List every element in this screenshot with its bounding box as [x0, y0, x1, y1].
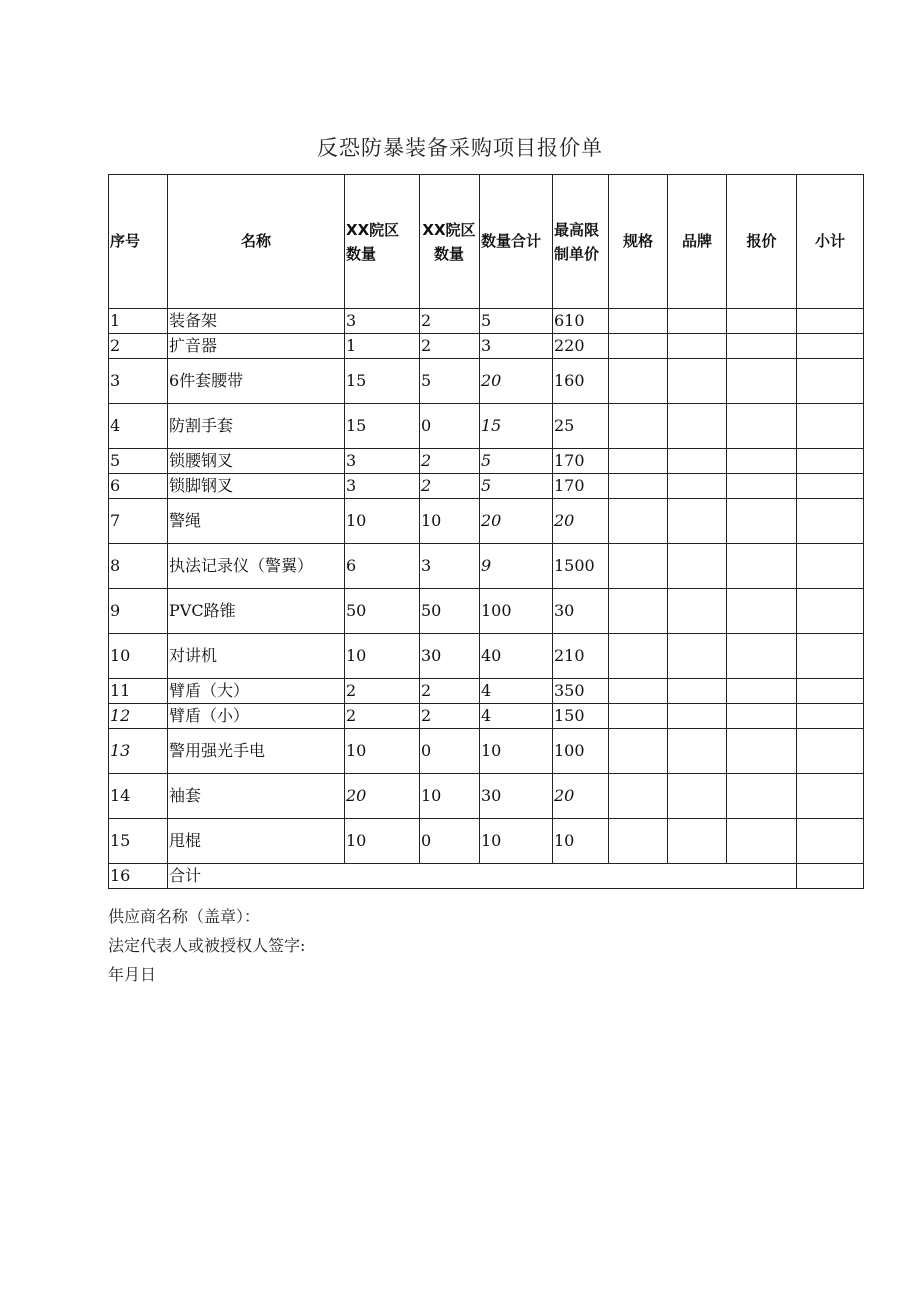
cell-brand-input[interactable]: [668, 359, 727, 404]
cell-price: 30: [553, 589, 609, 634]
cell-quote-input[interactable]: [727, 404, 797, 449]
header-qty-a: [345, 175, 420, 309]
cell-name: 锁腰钢叉: [168, 449, 345, 474]
header-max-price-text: 最高限制单价: [554, 220, 600, 263]
cell-total: 9: [480, 544, 553, 589]
header-brand: 品牌: [668, 175, 727, 309]
cell-subtotal-input[interactable]: [797, 729, 864, 774]
cell-price: 350: [553, 679, 609, 704]
cell-spec-input[interactable]: [609, 334, 668, 359]
cell-qty-a: 3: [345, 474, 420, 499]
header-qty-b-text: XX院区数量: [422, 220, 476, 263]
cell-qty-a: 10: [345, 634, 420, 679]
cell-total: 30: [480, 774, 553, 819]
cell-subtotal-input[interactable]: [797, 704, 864, 729]
cell-qty-b: 2: [420, 474, 480, 499]
cell-spec-input[interactable]: [609, 309, 668, 334]
quotation-table: [108, 174, 864, 889]
cell-total: 4: [480, 704, 553, 729]
cell-brand-input[interactable]: [668, 404, 727, 449]
cell-price: 100: [553, 729, 609, 774]
cell-brand-input[interactable]: [668, 334, 727, 359]
header-total-qty: 数量合计: [480, 175, 553, 309]
cell-seq: 10: [109, 634, 168, 679]
cell-qty-a: 6: [345, 544, 420, 589]
cell-spec-input[interactable]: [609, 449, 668, 474]
total-row-seq: 16: [109, 864, 168, 889]
cell-spec-input[interactable]: [609, 634, 668, 679]
cell-quote-input[interactable]: [727, 704, 797, 729]
cell-name: 警用强光手电: [168, 729, 345, 774]
cell-qty-a: 2: [345, 704, 420, 729]
cell-qty-a: 20: [345, 774, 420, 819]
cell-subtotal-input[interactable]: [797, 774, 864, 819]
cell-spec-input[interactable]: [609, 544, 668, 589]
cell-subtotal-input[interactable]: [797, 359, 864, 404]
cell-quote-input[interactable]: [727, 819, 797, 864]
cell-seq: 13: [109, 729, 168, 774]
table-row: [109, 634, 864, 679]
header-qty-b: [420, 175, 480, 309]
cell-price: 150: [553, 704, 609, 729]
cell-subtotal-input[interactable]: [797, 309, 864, 334]
cell-total: 20: [480, 499, 553, 544]
cell-spec-input[interactable]: [609, 729, 668, 774]
cell-price: 20: [553, 499, 609, 544]
cell-seq: 8: [109, 544, 168, 589]
cell-name: 甩棍: [168, 819, 345, 864]
cell-qty-a: 15: [345, 404, 420, 449]
cell-qty-b: 2: [420, 679, 480, 704]
cell-total: 40: [480, 634, 553, 679]
cell-total: 5: [480, 474, 553, 499]
cell-qty-b: 0: [420, 404, 480, 449]
cell-price: 160: [553, 359, 609, 404]
signature-block: [108, 902, 305, 989]
cell-price: 610: [553, 309, 609, 334]
cell-seq: 6: [109, 474, 168, 499]
table-row: [109, 334, 864, 359]
header-seq: 序号: [109, 175, 168, 309]
cell-seq: 14: [109, 774, 168, 819]
table-row: [109, 474, 864, 499]
cell-brand-input[interactable]: [668, 589, 727, 634]
header-spec: 规格: [609, 175, 668, 309]
cell-quote-input[interactable]: [727, 499, 797, 544]
table-row: [109, 544, 864, 589]
cell-price: 220: [553, 334, 609, 359]
cell-brand-input[interactable]: [668, 819, 727, 864]
cell-price: 170: [553, 474, 609, 499]
cell-qty-b: 10: [420, 774, 480, 819]
cell-spec-input[interactable]: [609, 474, 668, 499]
cell-spec-input[interactable]: [609, 359, 668, 404]
total-row-label: 合计: [168, 864, 797, 889]
cell-price: 170: [553, 449, 609, 474]
cell-quote-input[interactable]: [727, 634, 797, 679]
cell-price: 210: [553, 634, 609, 679]
cell-subtotal-input[interactable]: [797, 474, 864, 499]
cell-seq: 3: [109, 359, 168, 404]
cell-brand-input[interactable]: [668, 544, 727, 589]
cell-qty-a: 10: [345, 499, 420, 544]
cell-quote-input[interactable]: [727, 679, 797, 704]
cell-name: 臂盾（大）: [168, 679, 345, 704]
table-row: [109, 449, 864, 474]
cell-total: 15: [480, 404, 553, 449]
cell-spec-input[interactable]: [609, 404, 668, 449]
cell-total: 10: [480, 819, 553, 864]
table-row: [109, 679, 864, 704]
cell-quote-input[interactable]: [727, 359, 797, 404]
cell-total: 5: [480, 309, 553, 334]
cell-qty-a: 1: [345, 334, 420, 359]
cell-subtotal-input[interactable]: [797, 499, 864, 544]
cell-qty-a: 3: [345, 309, 420, 334]
cell-brand-input[interactable]: [668, 729, 727, 774]
cell-spec-input[interactable]: [609, 819, 668, 864]
cell-name: 锁脚钢叉: [168, 474, 345, 499]
cell-qty-b: 10: [420, 499, 480, 544]
header-quote: 报价: [727, 175, 797, 309]
cell-spec-input[interactable]: [609, 679, 668, 704]
cell-brand-input[interactable]: [668, 474, 727, 499]
cell-spec-input[interactable]: [609, 499, 668, 544]
date-line: 年月日: [108, 965, 157, 984]
cell-price: 20: [553, 774, 609, 819]
cell-brand-input[interactable]: [668, 704, 727, 729]
table-row: [109, 404, 864, 449]
cell-subtotal-input[interactable]: [797, 544, 864, 589]
cell-total: 10: [480, 729, 553, 774]
cell-subtotal-input[interactable]: [797, 334, 864, 359]
cell-seq: 12: [109, 704, 168, 729]
cell-quote-input[interactable]: [727, 589, 797, 634]
cell-qty-b: 0: [420, 819, 480, 864]
cell-price: 25: [553, 404, 609, 449]
cell-subtotal-input[interactable]: [797, 404, 864, 449]
table-row: [109, 589, 864, 634]
cell-seq: 1: [109, 309, 168, 334]
cell-spec-input[interactable]: [609, 589, 668, 634]
cell-name: 对讲机: [168, 634, 345, 679]
table-body: [109, 309, 864, 864]
cell-seq: 11: [109, 679, 168, 704]
cell-name: 袖套: [168, 774, 345, 819]
cell-name: PVC路锥: [168, 589, 345, 634]
total-row-amount[interactable]: [797, 864, 864, 889]
cell-price: 10: [553, 819, 609, 864]
cell-qty-a: 10: [345, 819, 420, 864]
cell-quote-input[interactable]: [727, 729, 797, 774]
cell-qty-b: 50: [420, 589, 480, 634]
cell-quote-input[interactable]: [727, 309, 797, 334]
cell-qty-b: 2: [420, 449, 480, 474]
cell-spec-input[interactable]: [609, 704, 668, 729]
cell-name: 扩音器: [168, 334, 345, 359]
cell-name: 执法记录仪（警翼）: [168, 544, 345, 589]
cell-qty-a: 50: [345, 589, 420, 634]
cell-name: 6件套腰带: [168, 359, 345, 404]
cell-qty-b: 2: [420, 704, 480, 729]
cell-qty-a: 2: [345, 679, 420, 704]
cell-subtotal-input[interactable]: [797, 679, 864, 704]
cell-qty-b: 30: [420, 634, 480, 679]
cell-seq: 7: [109, 499, 168, 544]
cell-qty-b: 5: [420, 359, 480, 404]
table-row: [109, 359, 864, 404]
cell-brand-input[interactable]: [668, 679, 727, 704]
cell-qty-a: 3: [345, 449, 420, 474]
document-title: 反恐防暴装备采购项目报价单: [317, 136, 603, 160]
cell-seq: 2: [109, 334, 168, 359]
header-name: 名称: [168, 175, 345, 309]
table-row: [109, 704, 864, 729]
cell-seq: 5: [109, 449, 168, 474]
cell-name: 警绳: [168, 499, 345, 544]
cell-quote-input[interactable]: [727, 334, 797, 359]
cell-total: 100: [480, 589, 553, 634]
cell-brand-input[interactable]: [668, 309, 727, 334]
cell-name: 臂盾（小）: [168, 704, 345, 729]
header-row: [109, 175, 864, 309]
supplier-line: 供应商名称（盖章）：: [108, 907, 261, 926]
cell-name: 防割手套: [168, 404, 345, 449]
cell-subtotal-input[interactable]: [797, 819, 864, 864]
cell-qty-b: 0: [420, 729, 480, 774]
cell-brand-input[interactable]: [668, 774, 727, 819]
cell-spec-input[interactable]: [609, 774, 668, 819]
cell-qty-a: 15: [345, 359, 420, 404]
cell-quote-input[interactable]: [727, 474, 797, 499]
total-row: [109, 864, 864, 889]
cell-total: 3: [480, 334, 553, 359]
table-row: [109, 729, 864, 774]
cell-quote-input[interactable]: [727, 774, 797, 819]
cell-brand-input[interactable]: [668, 634, 727, 679]
table-row: [109, 499, 864, 544]
header-qty-a-text: XX院区数量: [346, 220, 400, 263]
cell-subtotal-input[interactable]: [797, 589, 864, 634]
cell-seq: 4: [109, 404, 168, 449]
cell-total: 5: [480, 449, 553, 474]
table-row: [109, 819, 864, 864]
cell-brand-input[interactable]: [668, 449, 727, 474]
cell-qty-a: 10: [345, 729, 420, 774]
cell-qty-b: 2: [420, 334, 480, 359]
cell-total: 20: [480, 359, 553, 404]
table-row: [109, 774, 864, 819]
cell-price: 1500: [553, 544, 609, 589]
cell-qty-b: 2: [420, 309, 480, 334]
cell-qty-b: 3: [420, 544, 480, 589]
cell-brand-input[interactable]: [668, 499, 727, 544]
cell-total: 4: [480, 679, 553, 704]
cell-subtotal-input[interactable]: [797, 449, 864, 474]
header-subtotal: 小计: [797, 175, 864, 309]
table-row: [109, 309, 864, 334]
cell-subtotal-input[interactable]: [797, 634, 864, 679]
cell-seq: 9: [109, 589, 168, 634]
cell-quote-input[interactable]: [727, 449, 797, 474]
cell-quote-input[interactable]: [727, 544, 797, 589]
cell-name: 装备架: [168, 309, 345, 334]
signer-line: 法定代表人或被授权人签字:: [108, 936, 306, 955]
header-max-price: [553, 175, 609, 309]
cell-seq: 15: [109, 819, 168, 864]
